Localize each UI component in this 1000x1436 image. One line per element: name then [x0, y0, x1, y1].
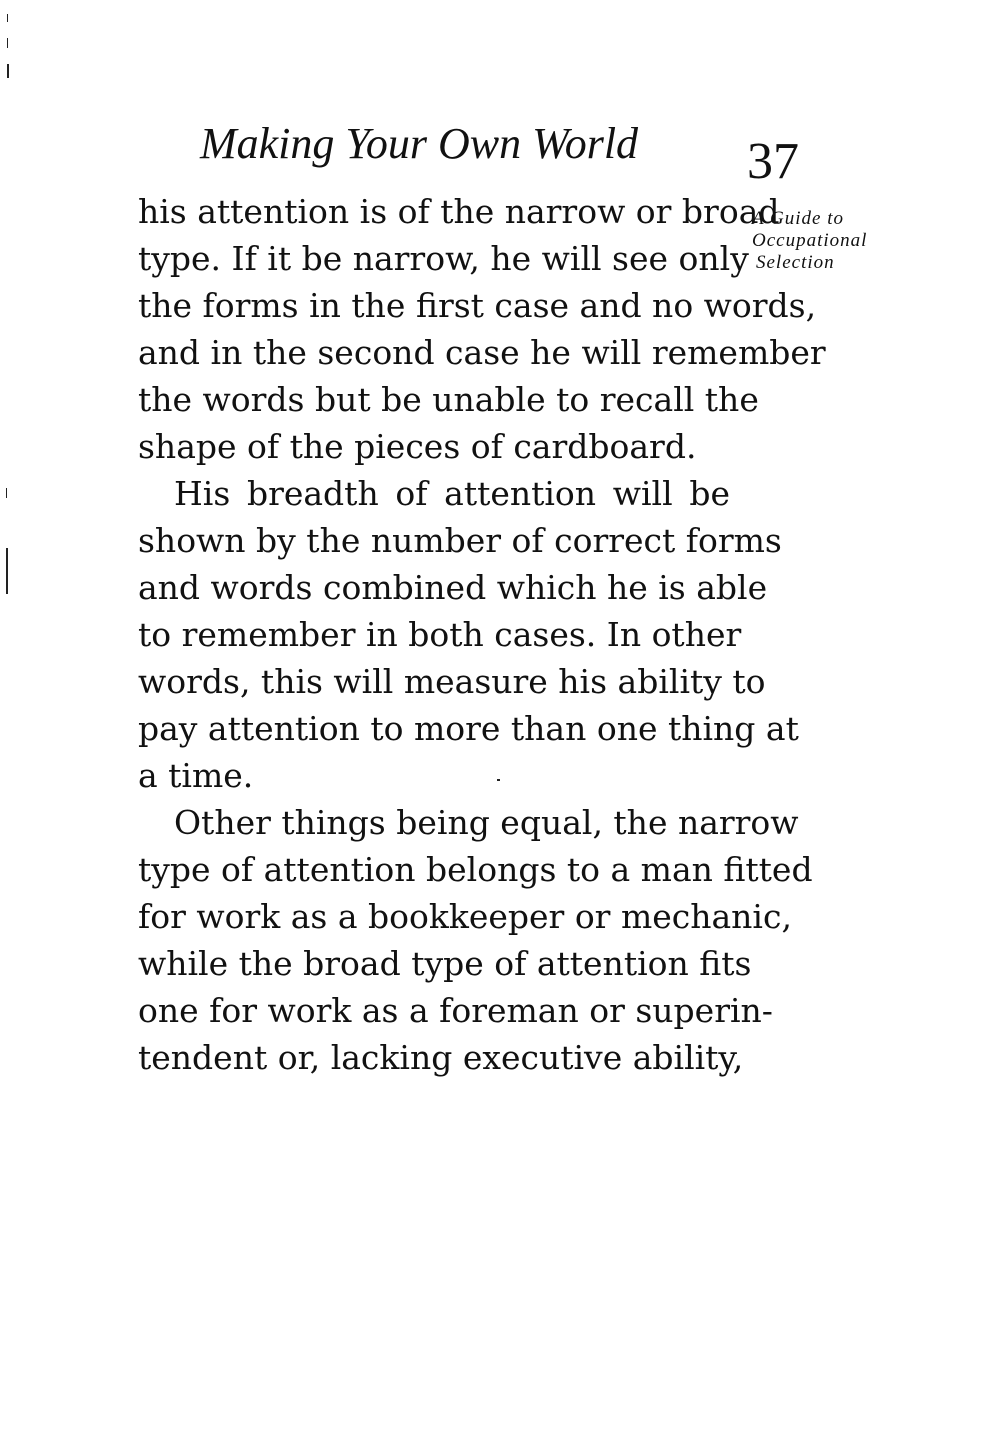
text-line: while the broad type of attention fits — [138, 944, 752, 983]
text-line: type of attention belongs to a man fitted — [138, 850, 813, 889]
page-number: 37 — [747, 133, 799, 190]
text-line: tendent or, lacking executive ability, — [138, 1038, 744, 1077]
text-line: the forms in the first case and no words, — [138, 286, 817, 325]
paragraph — [138, 470, 799, 799]
sidenote-line: Occupational — [752, 230, 868, 251]
text-line: one for work as a foreman or superin- — [138, 991, 773, 1030]
text-line: shape of the pieces of cardboard. — [138, 427, 697, 466]
text-line: pay attention to more than one thing at — [138, 709, 799, 748]
scan-speck — [6, 548, 8, 594]
scan-speck — [6, 488, 7, 498]
text-line: the words but be unable to recall the — [138, 380, 759, 419]
sidenote-line: Selection — [756, 252, 835, 273]
text-line: Other things being equal, the narrow — [174, 803, 799, 842]
text-line: words, this will measure his ability to — [138, 662, 766, 701]
text-line: his attention is of the narrow or broad — [138, 192, 780, 231]
running-title: Making Your Own World — [200, 119, 639, 168]
scan-speck — [7, 38, 8, 48]
text-line: and words combined which he is able — [138, 568, 768, 607]
scan-speck — [497, 779, 500, 781]
text-line: to remember in both cases. In other — [138, 615, 742, 654]
text-line: type. If it be narrow, he will see only — [138, 239, 749, 278]
text-line: and in the second case he will remember — [138, 333, 826, 372]
text-line: for work as a bookkeeper or mechanic, — [138, 897, 792, 936]
text-line: a time. — [138, 756, 254, 795]
sidenote-line: A Guide to — [752, 208, 844, 229]
scan-speck — [7, 64, 9, 78]
paragraph — [138, 799, 813, 1081]
text-line: His breadth of attention will be — [174, 474, 730, 513]
scan-speck — [7, 14, 8, 22]
text-line: shown by the number of correct forms — [138, 521, 782, 560]
